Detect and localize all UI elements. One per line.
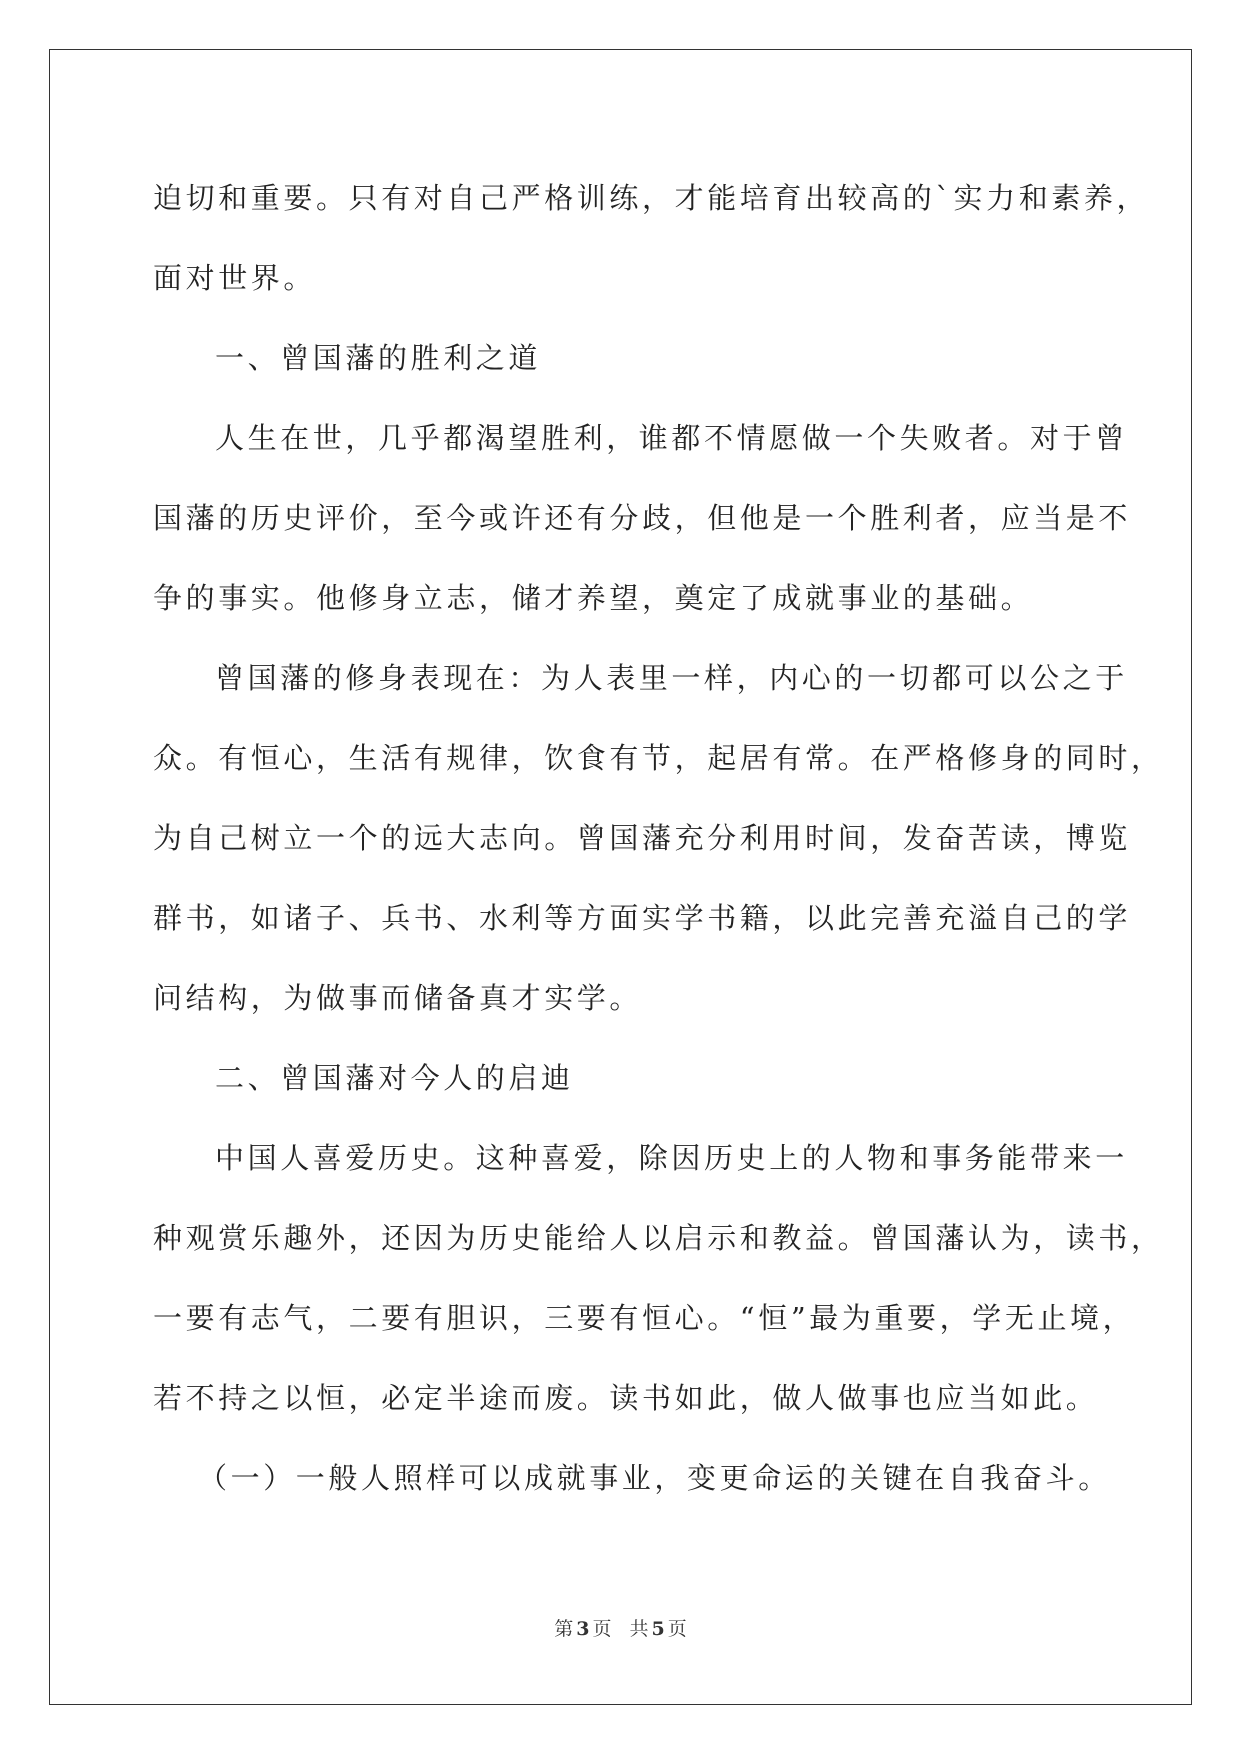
text-line: 群书，如诸子、兵书、水利等方面实学书籍，以此完善充溢自己的学 bbox=[153, 901, 1132, 935]
document-body bbox=[153, 163, 1164, 1523]
text-line: 一要有志气，二要有胆识，三要有恒心。“恒”最为重要，学无止境， bbox=[153, 1301, 1136, 1335]
footer-total-suffix: 页 bbox=[667, 1618, 687, 1640]
section-heading: 一、曾国藩的胜利之道 bbox=[215, 341, 542, 375]
text-line: 为自己树立一个的远大志向。曾国藩充分利用时间，发奋苦读，博览 bbox=[153, 821, 1132, 855]
footer-prefix: 第 bbox=[554, 1618, 574, 1640]
text-line: 众。有恒心，生活有规律，饮食有节，起居有常。在严格修身的同时， bbox=[153, 741, 1164, 775]
text-line: 国藩的历史评价，至今或许还有分歧，但他是一个胜利者，应当是不 bbox=[153, 501, 1132, 535]
current-page-number: 3 bbox=[576, 1618, 590, 1640]
text-line: 争的事实。他修身立志，储才养望，奠定了成就事业的基础。 bbox=[153, 581, 1034, 615]
text-line: 面对世界。 bbox=[153, 261, 317, 295]
page-footer bbox=[0, 1614, 1241, 1641]
text-line: 人生在世，几乎都渴望胜利，谁都不情愿做一个失败者。对于曾 bbox=[215, 421, 1128, 455]
text-line: 中国人喜爱历史。这种喜爱，除因历史上的人物和事务能带来一 bbox=[215, 1141, 1128, 1175]
text-line: 问结构，为做事而储备真才实学。 bbox=[153, 981, 643, 1015]
footer-page-suffix: 页 bbox=[592, 1618, 612, 1640]
footer-total-prefix: 共 bbox=[629, 1618, 649, 1640]
text-line: 曾国藩的修身表现在：为人表里一样，内心的一切都可以公之于 bbox=[215, 661, 1128, 695]
total-page-count: 5 bbox=[651, 1618, 665, 1640]
sub-heading: （一）一般人照样可以成就事业，变更命运的关键在自我奋斗。 bbox=[198, 1461, 1111, 1495]
text-line: 迫切和重要。只有对自己严格训练，才能培育出较高的`实力和素养， bbox=[153, 181, 1150, 215]
section-heading: 二、曾国藩对今人的启迪 bbox=[215, 1061, 574, 1095]
text-line: 若不持之以恒，必定半途而废。读书如此，做人做事也应当如此。 bbox=[153, 1381, 1099, 1415]
text-line: 种观赏乐趣外，还因为历史能给人以启示和教益。曾国藩认为，读书， bbox=[153, 1221, 1164, 1255]
